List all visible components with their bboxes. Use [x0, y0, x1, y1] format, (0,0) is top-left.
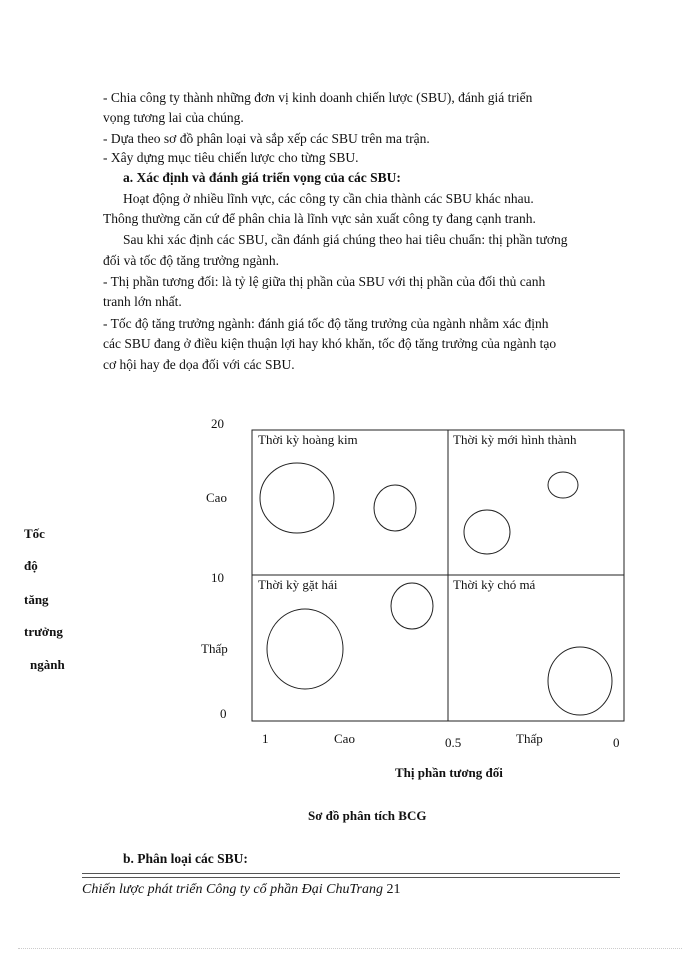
y-tick-thap: Thấp	[201, 641, 228, 656]
sbu-bubble-7	[548, 647, 612, 715]
para-2-line-2: đối và tốc độ tăng trưởng ngành.	[103, 253, 280, 268]
footer-rule-2	[82, 877, 620, 878]
bullet-5-line-1: - Tốc độ tăng trưởng ngành: đánh giá tốc độ tăng trưởng của ngành nhằm xác định	[103, 316, 549, 331]
para-2-line-1: Sau khi xác định các SBU, cần đánh giá chúng theo hai tiêu chuẩn: thị phần tương	[123, 232, 568, 247]
bullet-1-line-2: vọng tương lai của chúng.	[103, 110, 244, 125]
section-b-heading: b. Phân loại các SBU:	[123, 851, 248, 866]
x-tick-cao: Cao	[334, 731, 355, 746]
footer-rule-1	[82, 873, 620, 874]
bullet-2: - Dựa theo sơ đồ phân loại và sắp xếp các SBU trên ma trận.	[103, 131, 430, 146]
bullet-4-line-2: tranh lớn nhất.	[103, 294, 182, 309]
y-axis-label-word-5: ngành	[30, 657, 65, 672]
x-tick-0-5: 0.5	[445, 735, 462, 750]
quadrant-bottom-right-label: Thời kỳ chó má	[453, 577, 536, 592]
page-number: 21	[386, 882, 401, 897]
para-1-line-1: Hoạt động ở nhiều lĩnh vực, các công ty cần chia thành các SBU khác nhau.	[123, 191, 534, 206]
para-1-line-2: Thông thường căn cứ để phân chia là lĩnh vực sản xuất công ty đang cạnh tranh.	[103, 211, 536, 226]
bullet-3: - Xây dựng mục tiêu chiến lược cho từng SBU.	[103, 150, 359, 165]
section-a-heading: a. Xác định và đánh giá triển vọng của các SBU:	[123, 170, 401, 185]
sbu-bubble-4	[548, 472, 578, 498]
bullet-4-line-1: - Thị phần tương đối: là tỷ lệ giữa thị phần của SBU với thị phần của đối thủ canh	[103, 274, 546, 289]
sbu-bubble-1	[260, 463, 334, 533]
quadrant-top-left-label: Thời kỳ hoàng kim	[258, 432, 358, 447]
y-tick-10: 10	[211, 570, 224, 585]
bullet-1-line-1: - Chia công ty thành những đơn vị kinh doanh chiến lược (SBU), đánh giá triển	[103, 90, 533, 105]
y-axis-label-word-2: độ	[24, 558, 38, 573]
sbu-bubble-5	[267, 609, 343, 689]
x-tick-thap: Thấp	[516, 731, 543, 746]
x-tick-1: 1	[262, 731, 269, 746]
y-axis-label-word-3: tăng	[24, 592, 49, 607]
sbu-bubble-2	[374, 485, 416, 531]
quadrant-top-right-label: Thời kỳ mới hình thành	[453, 432, 577, 447]
x-axis-label: Thị phần tương đối	[395, 765, 503, 780]
x-tick-0: 0	[613, 735, 620, 750]
page-footer	[82, 882, 400, 898]
y-tick-20: 20	[211, 416, 224, 431]
y-axis-label-word-1: Tốc	[24, 526, 45, 541]
page-bottom-dotted-rule	[18, 948, 682, 949]
bullet-5-line-2: các SBU đang ở điều kiện thuận lợi hay khó khăn, tốc độ tăng trưởng của ngành tạo	[103, 336, 557, 351]
y-axis-label-word-4: trưởng	[24, 624, 63, 639]
bullet-5-line-3: cơ hội hay đe dọa đối với các SBU.	[103, 357, 295, 372]
y-tick-cao: Cao	[206, 490, 227, 505]
y-tick-0: 0	[220, 706, 227, 721]
chart-title: Sơ đồ phân tích BCG	[308, 808, 427, 823]
footer-text: Chiến lược phát triển Công ty cổ phần Đại ChuTrang	[82, 882, 383, 897]
sbu-bubble-6	[391, 583, 433, 629]
sbu-bubble-3	[464, 510, 510, 554]
quadrant-bottom-left-label: Thời kỳ gặt hái	[258, 577, 338, 592]
